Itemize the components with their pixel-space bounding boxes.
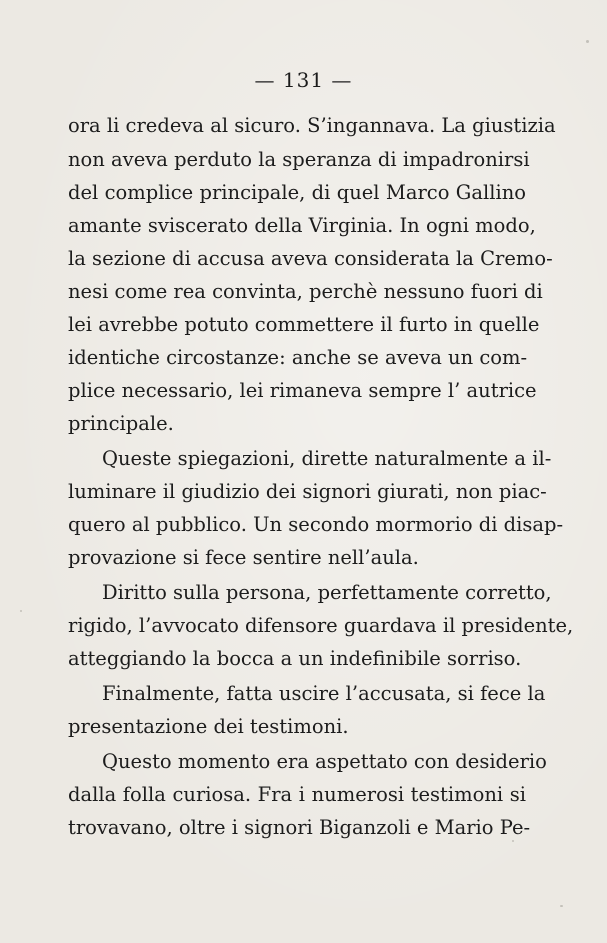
text-line-11: Queste spiegazioni, dirette naturalmente a il- [102,447,552,470]
text-line-10: principale. [68,412,174,435]
text-line-5: la sezione di accusa aveva considerata la Cremo- [68,247,553,270]
text-line-21: dalla folla curiosa. Fra i numerosi testimoni si [68,783,526,806]
text-line-17: atteggiando la bocca a un indefinibile sorriso. [68,647,522,670]
text-line-4: amante sviscerato della Virginia. In ogni modo, [68,214,536,237]
text-line-13: quero al pubblico. Un secondo mormorio di disap- [68,513,564,536]
text-line-8: identiche circostanze: anche se aveva un com- [68,346,528,369]
text-line-3: del complice principale, di quel Marco Gallino [68,181,526,204]
text-line-20: Questo momento era aspettato con desiderio [102,750,547,773]
text-line-22: trovavano, oltre i signori Biganzoli e Mario Pe- [68,816,531,839]
text-line-15: Diritto sulla persona, perfettamente corretto, [102,581,552,604]
paper-speck [512,840,514,842]
paper-speck [560,905,563,907]
text-line-6: nesi come rea convinta, perchè nessuno fuori di [68,280,543,303]
text-line-9: plice necessario, lei rimaneva sempre l’ autrice [68,379,537,402]
text-line-7: lei avrebbe potuto commettere il furto in quelle [68,313,540,336]
text-line-12: luminare il giudizio dei signori giurati, non piac- [68,480,547,503]
text-line-14: provazione si fece sentire nell’aula. [68,546,419,569]
text-line-2: non aveva perduto la speranza di impadronirsi [68,148,530,171]
text-line-1: ora li credeva al sicuro. S’ingannava. La giustizia [68,114,556,137]
paper-speck [586,40,589,43]
paper-speck [20,610,22,612]
text-line-16: rigido, l’avvocato difensore guardava il presidente, [68,614,574,637]
text-line-19: presentazione dei testimoni. [68,715,349,738]
page-number: — 131 — [254,68,353,92]
text-line-18: Finalmente, fatta uscire l’accusata, si fece la [102,682,546,705]
